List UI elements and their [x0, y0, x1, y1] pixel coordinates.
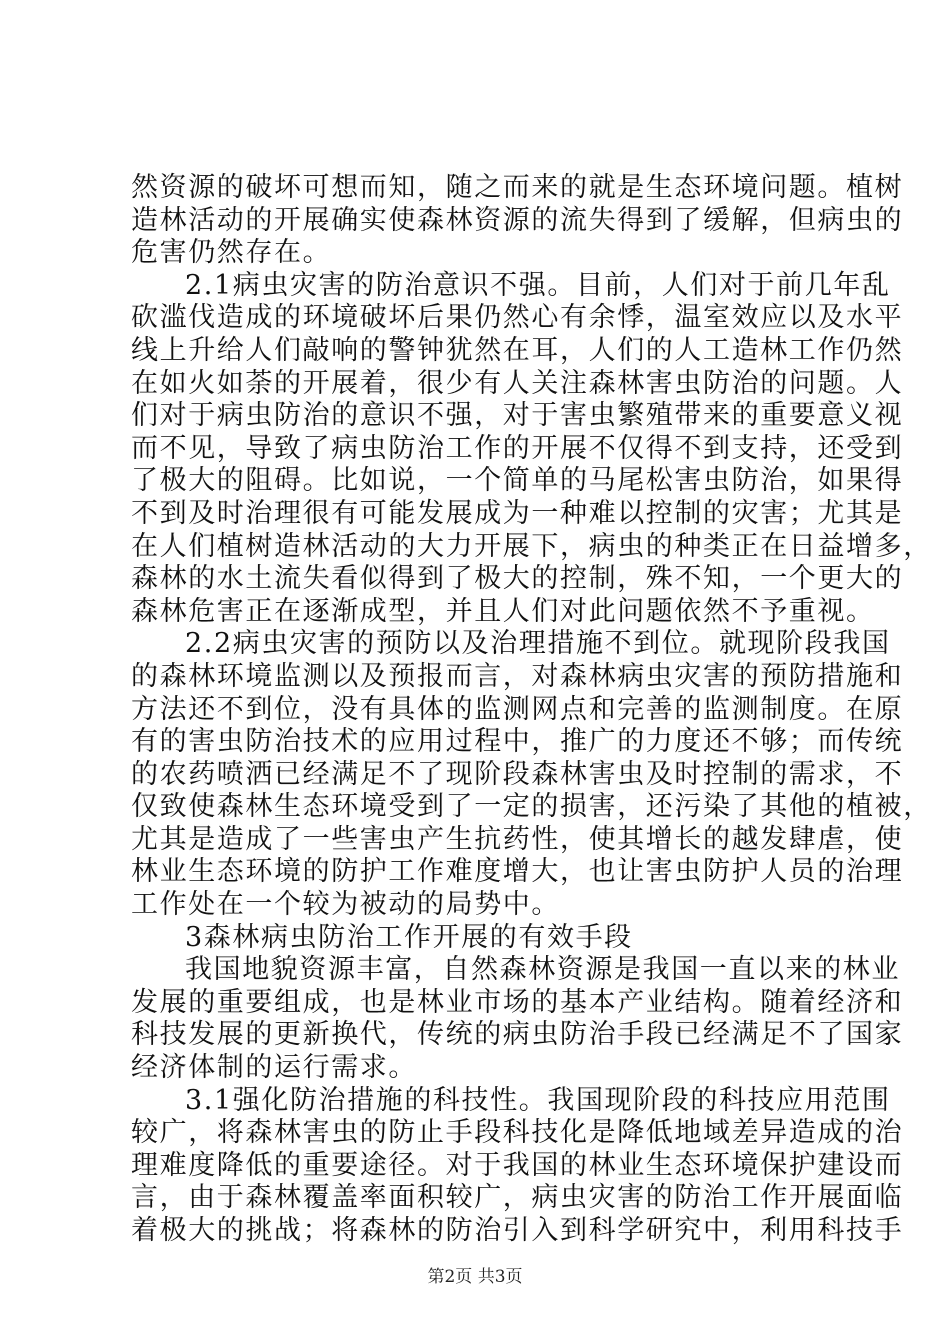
text-line: 着极大的挑战；将森林的防治引入到科学研究中，利用科技手: [131, 1215, 904, 1246]
page-footer: [0, 1266, 950, 1288]
text-line: 2.2病虫灾害的预防以及治理措施不到位。就现阶段我国: [185, 628, 891, 660]
text-line: 们对于病虫防治的意识不强，对于害虫繁殖带来的重要意义视: [131, 400, 904, 432]
text-line: 不到及时治理很有可能发展成为一种难以控制的灾害；尤其是: [131, 497, 904, 529]
text-line: 的农药喷洒已经满足不了现阶段森林害虫及时控制的需求，不: [131, 758, 904, 790]
text-line: 理难度降低的重要途径。对于我国的林业生态环境保护建设而: [131, 1149, 904, 1181]
text-line: 2.1病虫灾害的防治意识不强。目前，人们对于前几年乱: [185, 269, 891, 301]
text-line: 我国地貌资源丰富，自然森林资源是我国一直以来的林业: [185, 954, 900, 986]
text-line: 砍滥伐造成的环境破坏后果仍然心有余悸，温室效应以及水平: [131, 302, 904, 334]
text-line: 在人们植树造林活动的大力开展下，病虫的种类正在日益增多，: [131, 530, 932, 562]
text-line: 方法还不到位，没有具体的监测网点和完善的监测制度。在原: [131, 693, 904, 725]
text-line: 3.1强化防治措施的科技性。我国现阶段的科技应用范围: [185, 1084, 891, 1116]
document-body: [131, 172, 932, 1248]
text-line: 在如火如荼的开展着，很少有人关注森林害虫防治的问题。人: [131, 367, 904, 399]
text-line: 危害仍然存在。: [131, 237, 332, 269]
text-line: 工作处在一个较为被动的局势中。: [131, 889, 560, 921]
text-line: 言，由于森林覆盖率面积较广，病虫灾害的防治工作开展面临: [131, 1182, 904, 1214]
section-heading: 3森林病虫防治工作开展的有效手段: [185, 921, 633, 953]
text-line: 有的害虫防治技术的应用过程中，推广的力度还不够；而传统: [131, 726, 904, 758]
text-line: 尤其是造成了一些害虫产生抗药性，使其增长的越发肆虐，使: [131, 823, 904, 855]
text-line: 造林活动的开展确实使森林资源的流失得到了缓解，但病虫的: [131, 204, 904, 236]
text-line: 发展的重要组成，也是林业市场的基本产业结构。随着经济和: [131, 986, 904, 1018]
text-line: 林业生态环境的防护工作难度增大，也让害虫防护人员的治理: [131, 856, 904, 888]
text-line: 的森林环境监测以及预报而言，对森林病虫灾害的预防措施和: [131, 660, 904, 692]
text-line: 森林的水土流失看似得到了极大的控制，殊不知，一个更大的: [131, 563, 904, 595]
text-line: 较广，将森林害虫的防止手段科技化是降低地域差异造成的治: [131, 1117, 904, 1149]
text-line: 经济体制的运行需求。: [131, 1052, 417, 1084]
page-number-label: 第2页 共3页: [427, 1267, 523, 1287]
text-line: 科技发展的更新换代，传统的病虫防治手段已经满足不了国家: [131, 1019, 904, 1051]
text-line: 了极大的阻碍。比如说，一个简单的马尾松害虫防治，如果得: [131, 465, 904, 497]
text-line: 而不见，导致了病虫防治工作的开展不仅得不到支持，还受到: [131, 432, 904, 464]
text-line: 仅致使森林生态环境受到了一定的损害，还污染了其他的植被，: [131, 791, 932, 823]
text-line: 森林危害正在逐渐成型，并且人们对此问题依然不予重视。: [131, 595, 875, 627]
text-line: 线上升给人们敲响的警钟犹然在耳，人们的人工造林工作仍然: [131, 334, 904, 366]
text-line: 然资源的破坏可想而知，随之而来的就是生态环境问题。植树: [131, 172, 904, 203]
